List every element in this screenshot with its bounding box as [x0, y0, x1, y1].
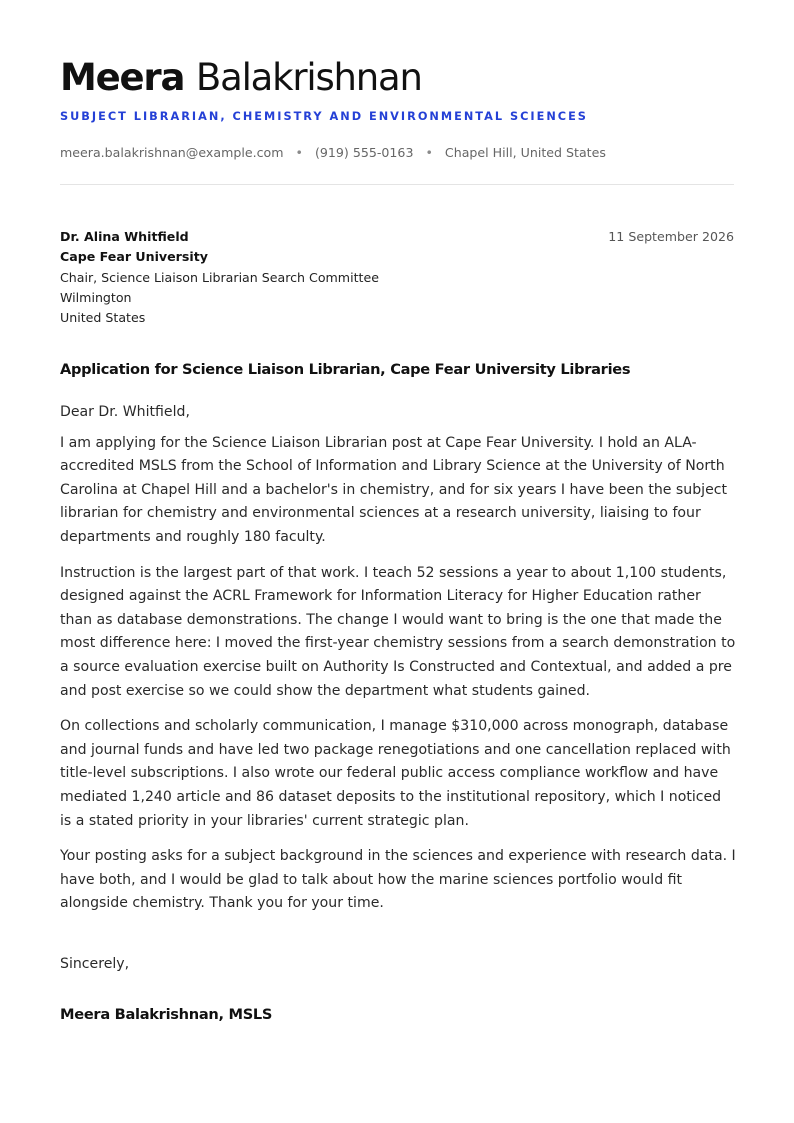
closing: Sincerely, — [60, 956, 130, 972]
salutation: Dear Dr. Whitfield, — [60, 404, 190, 420]
body-paragraph: Your posting asks for a subject background in the sciences and experience with research data. I have both, and I would be glad to talk about how the marine sciences portfolio would fit alongside chemistry. Thank you for your time. — [60, 848, 736, 912]
applicant-job-title: SUBJECT LIBRARIAN, CHEMISTRY AND ENVIRONMENTAL SCIENCES — [60, 110, 588, 123]
body-paragraph: I am applying for the Science Liaison Librarian post at Cape Fear University. I hold an ALA-accredited MSLS from the School of Information and Library Science at the University of North Carolina at Chapel Hill and a bachelor's in chemistry, and for six years I have been the subject librarian for chemistry and environmental sciences at a research university, liaising to four departments and roughly 180 faculty. — [60, 434, 728, 545]
contact-separator: • — [295, 145, 303, 160]
recipient-name: Dr. Alina Whitfield — [60, 229, 189, 244]
signature: Meera Balakrishnan, MSLS — [60, 1006, 273, 1023]
applicant-last-name: Balakrishnan — [195, 56, 422, 99]
recipient-organization: Cape Fear University — [60, 249, 208, 265]
contact-line — [60, 145, 606, 160]
recipient-city: Wilmington — [60, 289, 132, 305]
applicant-name — [60, 54, 422, 102]
location-text: Chapel Hill, United States — [444, 145, 606, 160]
body-paragraph: Instruction is the largest part of that work. I teach 52 sessions a year to about 1,100 students, designed against the ACRL Framework for Information Literacy for Higher Education rather than as database demonstrations. The change I would want to bring is the one that made the most difference here: I moved the first-year chemistry sessions from a search demonstration to a source evaluation exercise built on Authority Is Constructed and Contextual, and added a pre and post exercise so we could show the department what students gained. — [60, 564, 736, 699]
body-paragraph: On collections and scholarly communication, I manage $310,000 across monograph, database and journal funds and have led two package renegotiations and one cancellation replaced with title-level subscriptions. I also wrote our federal public access compliance workflow and have mediated 1,240 article and 86 dataset deposits to the institutional repository, which I noticed is a stated priority in your libraries' current strategic plan. — [60, 718, 731, 829]
recipient-role: Chair, Science Liaison Librarian Search Committee — [60, 269, 379, 285]
recipient-country: United States — [60, 310, 146, 326]
letter-date: 11 September 2026 — [608, 229, 734, 244]
applicant-first-name: Meera — [60, 56, 185, 99]
phone-text: (919) 555-0163 — [314, 145, 414, 160]
letter-body — [60, 401, 736, 928]
email-text: meera.balakrishnan@example.com — [60, 145, 284, 160]
header-divider — [60, 184, 734, 185]
letter-subject: Application for Science Liaison Librarian, Cape Fear University Libraries — [60, 361, 631, 378]
recipient-block — [60, 227, 379, 328]
contact-separator: • — [425, 145, 433, 160]
